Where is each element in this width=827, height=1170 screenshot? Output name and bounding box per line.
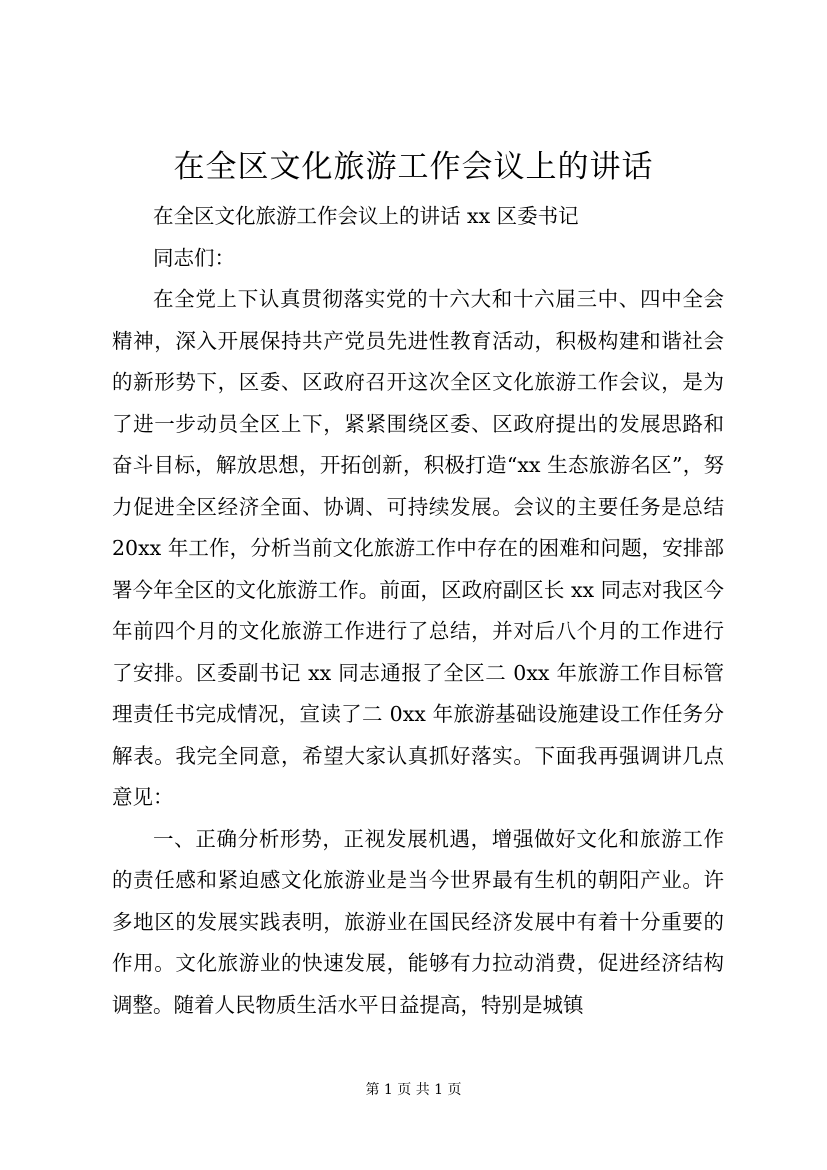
document-title: 在全区文化旅游工作会议上的讲话 (173, 149, 654, 185)
body-paragraph: 一、正确分析形势，正视发展机遇，增强做好文化和旅游工作的责任感和紧迫感文化旅游业是当今世界最有生机的朝阳产业。许多地区的发展实践表明，旅游业在国民经济发展中有着十分重要的作用。文化旅游业的快速发展，能够有力拉动消费，促进经济结构调整。随着人民物质生活水平日益提高，特别是城镇 (112, 826, 724, 1017)
body-paragraph: 在全党上下认真贯彻落实党的十六大和十六届三中、四中全会精神，深入开展保持共产党员先进性教育活动，积极构建和谐社会的新形势下，区委、区政府召开这次全区文化旅游工作会议，是为了进一步动员全区上下，紧紧围绕区委、区政府提出的发展思路和奋斗目标，解放思想，开拓创新，积极打造“xx 生态旅游名区”，努力促进全区经济全面、协调、可持续发展。会议的主要任务是总结 20xx 年工作，分析当前文化旅游工作中存在的困难和问题，安排部署今年全区的文化旅游工作。前面，区政府副区长 xx 同志对我区今年前四个月的文化旅游工作进行了总结，并对后八个月的工作进行了安排。区委副书记 xx 同志通报了全区二 0xx 年旅游工作目标管理责任书完成情况，宣读了二 0xx 年旅游基础设施建设工作任务分解表。我完全同意，希望大家认真抓好落实。下面我再强调讲几点意见： (112, 287, 724, 809)
salutation: 同志们： (153, 245, 235, 270)
page-footer: 第 1 页 共 1 页 (365, 1082, 462, 1098)
document-subtitle: 在全区文化旅游工作会议上的讲话 xx 区委书记 (153, 204, 579, 228)
document-body (112, 196, 724, 1026)
